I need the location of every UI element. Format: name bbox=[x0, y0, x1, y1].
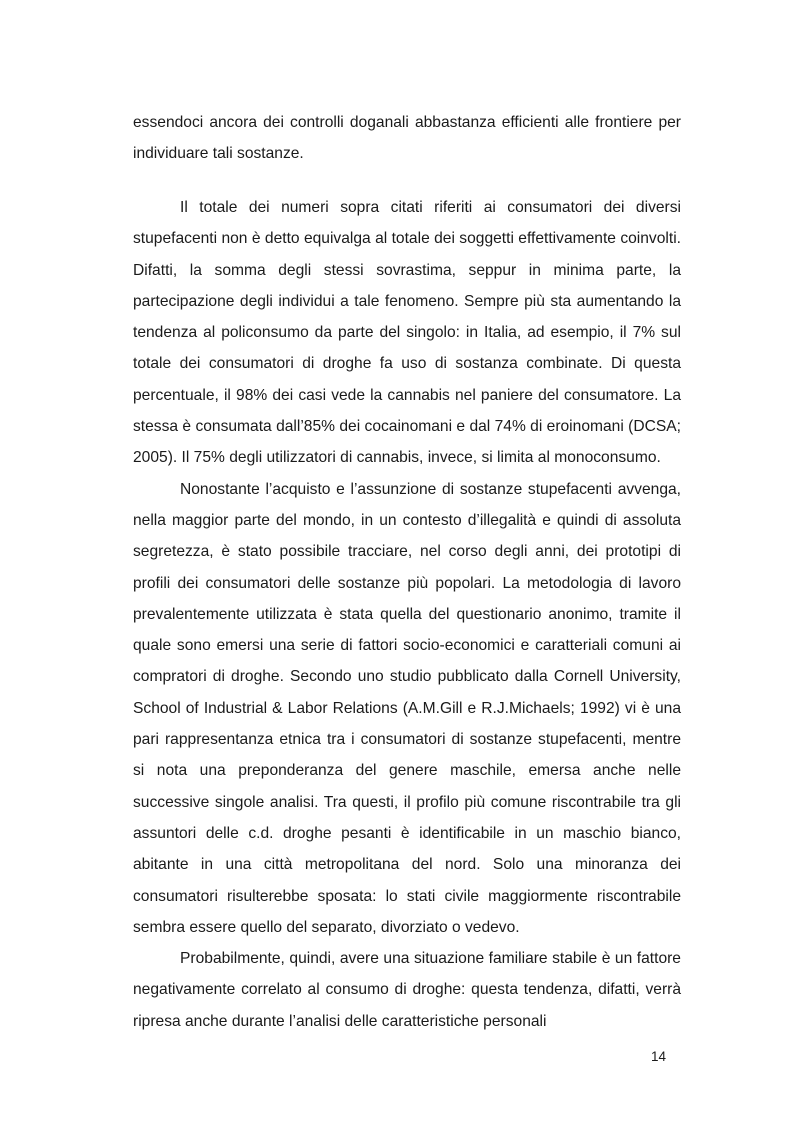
paragraph-3: Nonostante l’acquisto e l’assunzione di sostanze stupefacenti avvenga, nella maggior parte del mondo, in un contesto d’illegalità e quindi di assoluta segretezza, è stato possibile tracciare, nel corso degli anni, dei prototipi di profili dei consumatori delle sostanze più popolari. La metodologia di lavoro prevalentemente utilizzata è stata quella del questionario anonimo, tramite il quale sono emersi una serie di fattori socio-economici e caratteriali comuni ai compratori di droghe. Secondo uno studio pubblicato dalla Cornell University, School of Industrial & Labor Relations (A.M.Gill e R.J.Michaels; 1992) vi è una pari rappresentanza etnica tra i consumatori di sostanze stupefacenti, mentre si nota una preponderanza del genere maschile, emersa anche nelle successive singole analisi. Tra questi, il profilo più comune riscontrabile tra gli assuntori delle c.d. droghe pesanti è identificabile in un maschio bianco, abitante in una città metropolitana del nord. Solo una minoranza dei consumatori risulterebbe sposata: lo stati civile maggiormente riscontrabile sembra essere quello del separato, divorziato o vedevo. bbox=[133, 480, 681, 936]
paragraph-1: essendoci ancora dei controlli doganali abbastanza efficienti alle frontiere per individuare tali sostanze. bbox=[133, 114, 681, 163]
paragraph-2: Il totale dei numeri sopra citati riferiti ai consumatori dei diversi stupefacenti non è detto equivalga al totale dei soggetti effettivamente coinvolti. Difatti, la somma degli stessi sovrastima, seppur in minima parte, la partecipazione degli individui a tale fenomeno. Sempre più sta aumentando la tendenza al policonsumo da parte del singolo: in Italia, ad esempio, il 7% sul totale dei consumatori di droghe fa uso di sostanza combinate. Di questa percentuale, il 98% dei casi vede la cannabis nel paniere del consumatore. La stessa è consumata dall’85% dei cocainomani e dal 74% di eroinomani (DCSA; 2005). Il 75% degli utilizzatori di cannabis, invece, si limita al monoconsumo. bbox=[133, 199, 681, 467]
text-block-body bbox=[133, 192, 681, 1037]
paragraph-4: Probabilmente, quindi, avere una situazione familiare stabile è un fattore negativamente correlato al consumo di droghe: questa tendenza, difatti, verrà ripresa anche durante l’analisi delle caratteristiche personali bbox=[133, 950, 681, 1030]
text-block-top bbox=[133, 107, 681, 170]
page-number: 14 bbox=[651, 1049, 667, 1064]
